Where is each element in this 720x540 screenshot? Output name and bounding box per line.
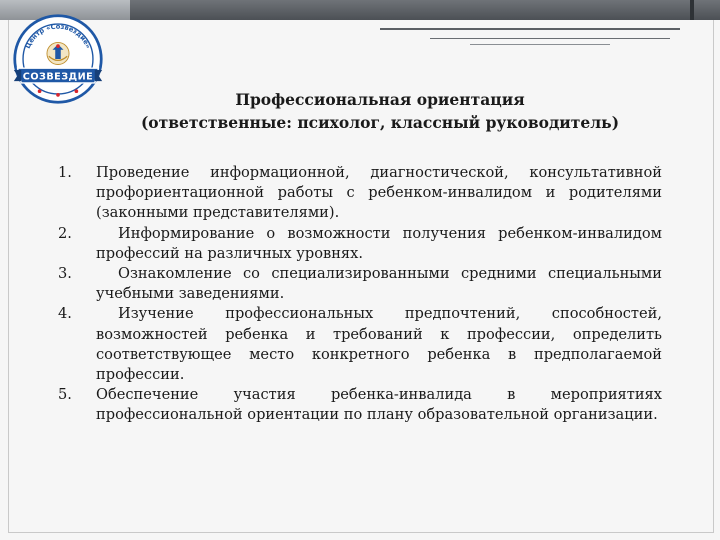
list-item-text: Изучение профессиональных предпочтений, способностей, возможностей ребенка и требований к профессии, определить соответствующее место конкретного ребенка в предполагаемой профессии. [96,305,662,384]
title-line: Профессиональная ориентация [235,90,525,109]
header-rule [470,44,610,45]
list-item-number: 5. [58,386,72,404]
list-item-text: Ознакомление со специализированными средними специальными учебными заведениями. [96,265,662,303]
header-rule [430,38,670,39]
logo-emblem-icon [47,42,69,64]
list-item-text: Информирование о возможности получения ребенком-инвалидом профессий на различных уровнях. [96,224,662,262]
header-band-notch [690,0,694,20]
list-item [58,163,662,224]
list-item [58,224,662,264]
slide-title [100,88,660,134]
list-item [58,304,662,385]
list-item-number: 1. [58,164,72,181]
list-item-number: 3. [58,265,72,283]
list-item-number: 2. [58,224,72,242]
logo-arc-text: Центр «Созвездие» [23,22,93,50]
list-item [58,385,662,425]
header-rule [380,28,680,30]
title-subtitle: (ответственные: психолог, классный руководитель) [140,113,620,132]
header-band-dark [130,0,720,20]
list-item [58,264,662,304]
list-item-number: 4. [58,305,72,323]
list-item-text: Проведение информационной, диагностической, консультативной профориентационной работы с ребенком-инвалидом и родителями (законными представителями). [96,164,662,222]
organization-logo [12,13,104,105]
responsibilities-list [58,163,662,426]
logo-banner-text: СОЗВЕЗДИЕ [22,71,94,83]
list-item-text: Обеспечение участия ребенка-инвалида в мероприятиях профессиональной ориентации по плану образовательной организации. [96,386,662,424]
